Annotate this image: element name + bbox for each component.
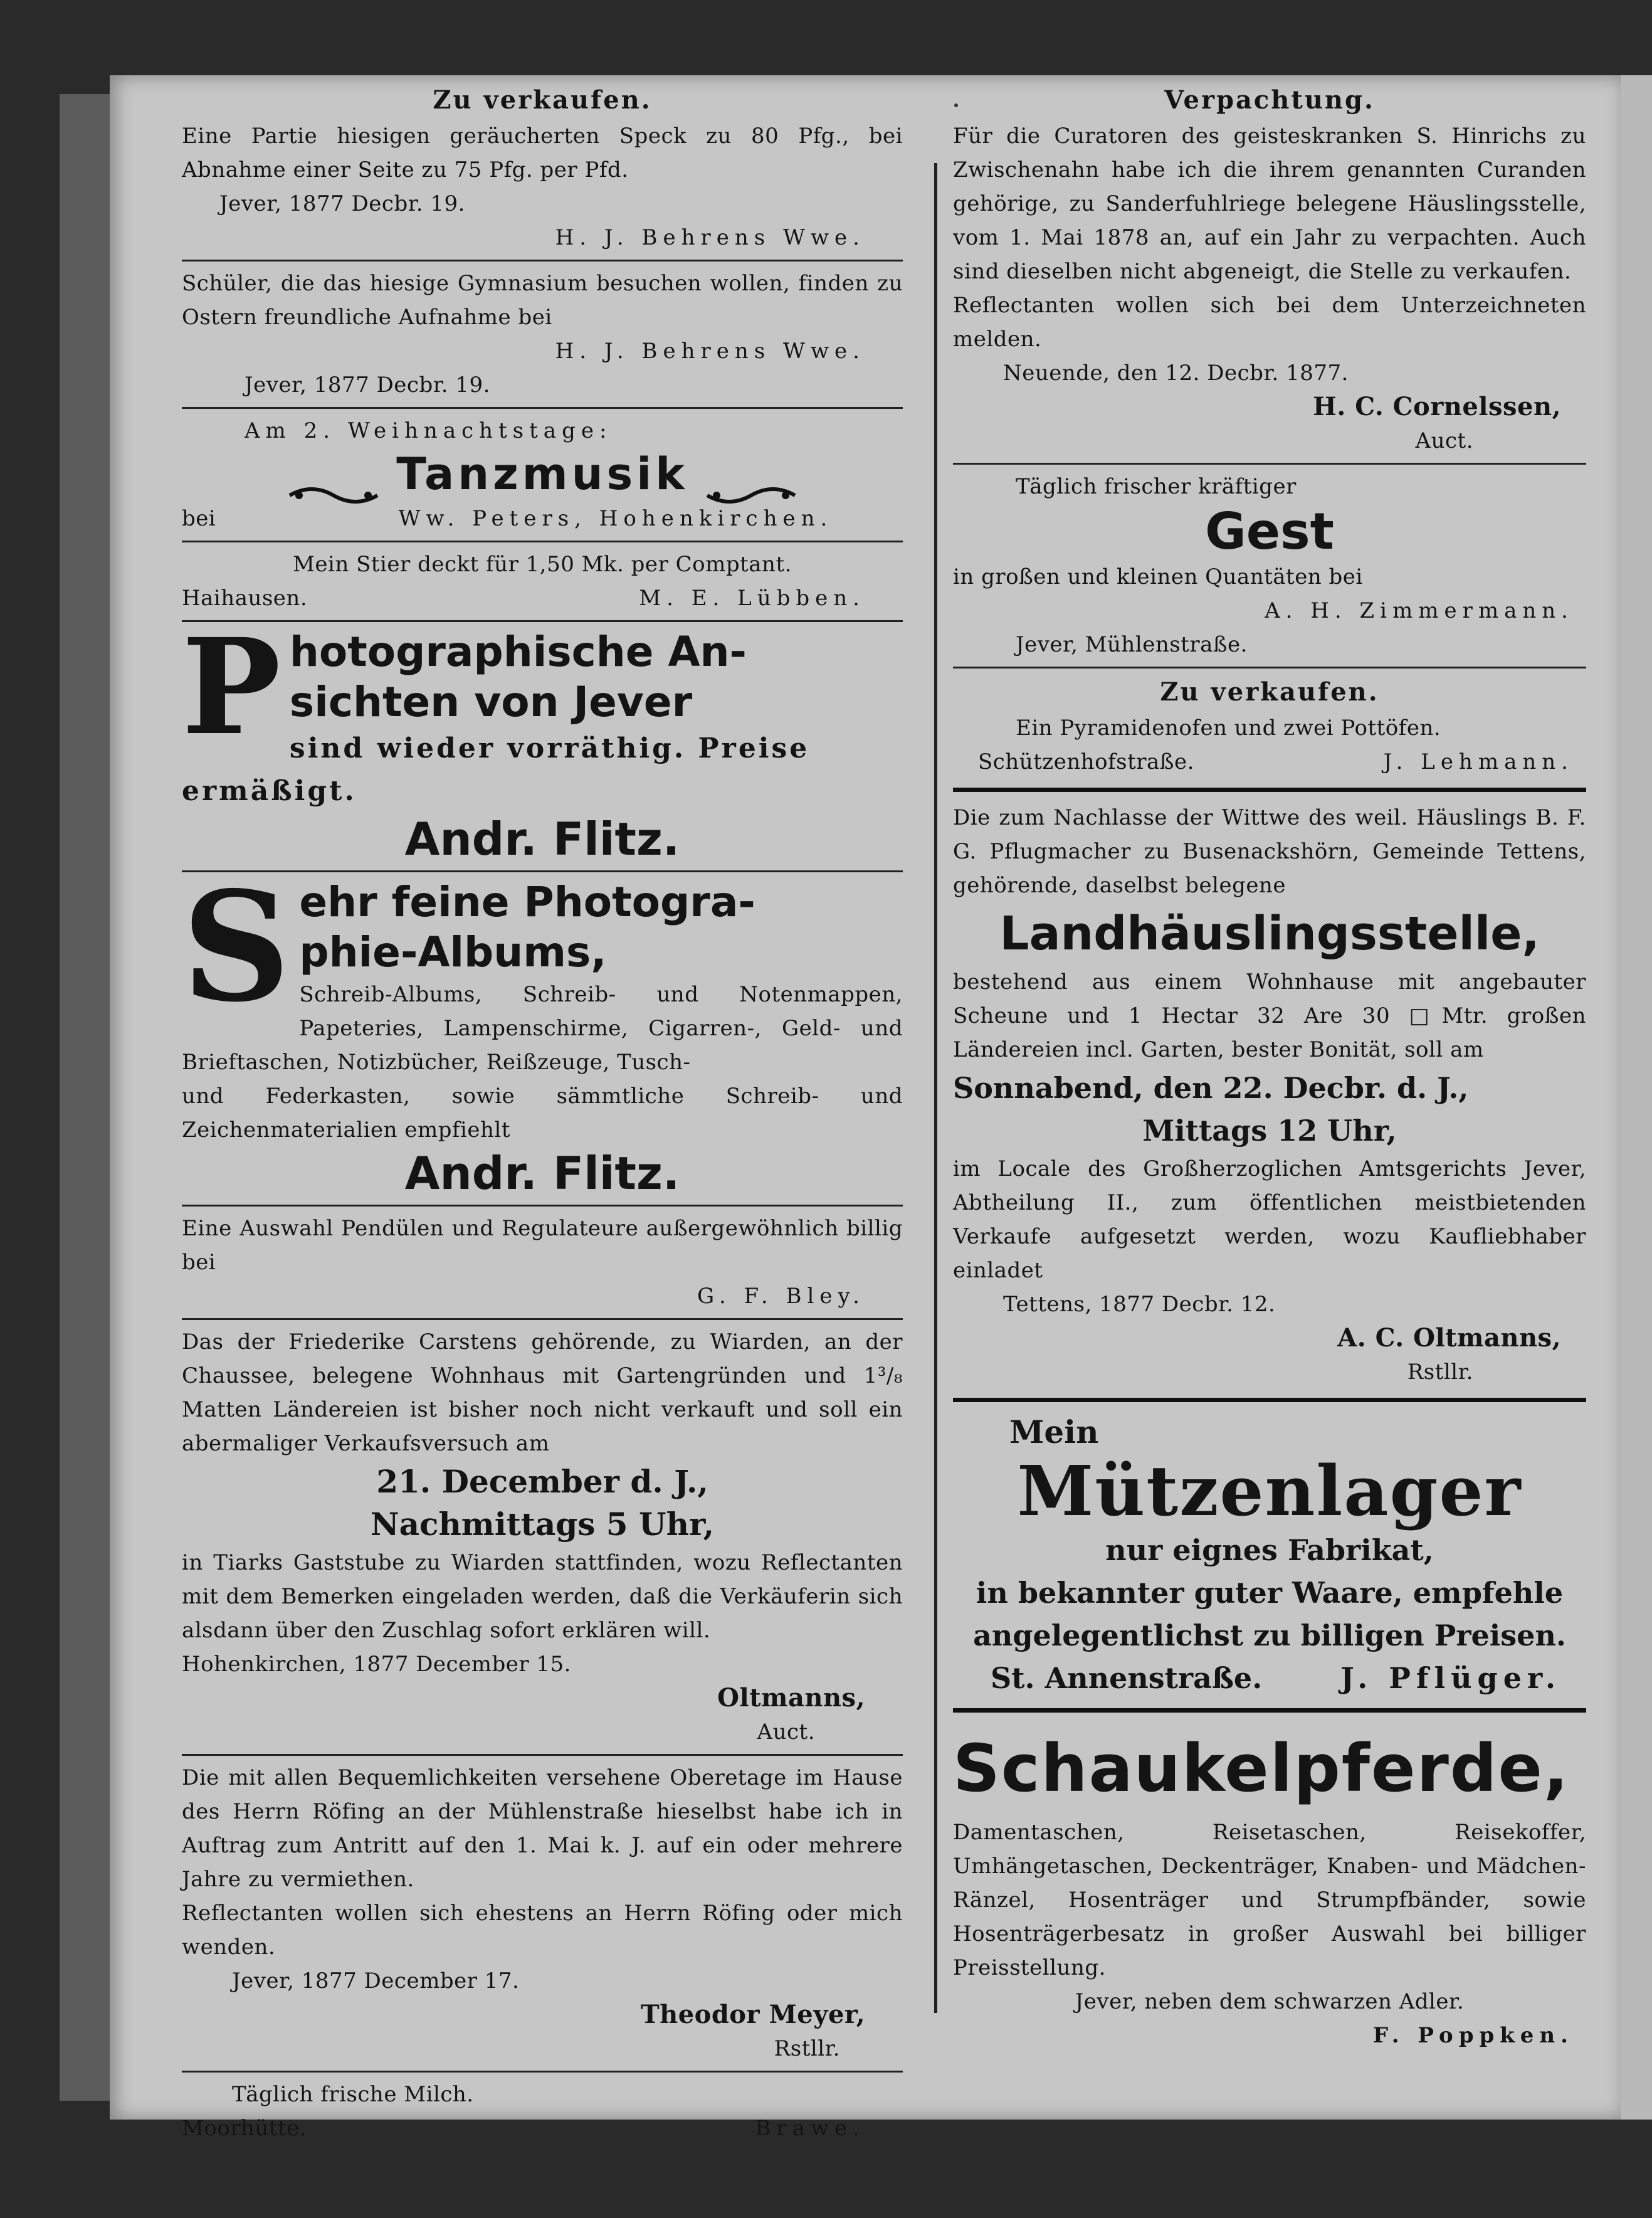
ad-text: bestehend aus einem Wohnhause mit angebauter Scheune und 1 Hectar 32 Are 30 □Mtr. großen Ländereien incl. Garten, bester Bonität, soll am xyxy=(953,969,1586,1062)
ad-title: Mützenlager xyxy=(1017,1450,1522,1531)
ad-speck xyxy=(182,82,903,255)
divider xyxy=(953,667,1586,668)
ad-footer xyxy=(953,1657,1586,1699)
ad-photographie-albums xyxy=(182,858,903,1200)
ad-footer xyxy=(182,581,903,615)
ad-photographische xyxy=(182,610,903,865)
ad-ofen xyxy=(953,673,1586,779)
ad-tanzmusik xyxy=(182,414,903,536)
ad-date: 21. December d. J., xyxy=(376,1463,708,1500)
ad-signature: Brawe. xyxy=(755,2116,865,2141)
ad-line: St. Annenstraße. xyxy=(991,1661,1263,1695)
ad-time: Nachmittags 5 Uhr, xyxy=(370,1506,715,1543)
ad-heading: Zu verkaufen. xyxy=(433,85,652,115)
ad-signature: G. F. Bley. xyxy=(697,1284,865,1309)
divider xyxy=(182,2071,903,2073)
ad-pendulen xyxy=(182,1212,903,1313)
ad-line: angelegentlichst zu billigen Preisen. xyxy=(973,1619,1566,1652)
ad-place-date: Jever, 1877 Decbr. 19. xyxy=(245,372,490,398)
ad-role: Auct. xyxy=(757,1719,815,1745)
ad-text: in großen und kleinen Quantäten bei xyxy=(953,564,1363,589)
divider xyxy=(953,1708,1586,1713)
ad-dropcap: P xyxy=(182,610,281,764)
ad-text: in Tiarks Gaststube zu Wiarden stattfinden, wozu Reflectanten mit dem Bemerken eingeladen werden, daß die Verkäuferin sich alsdann über den Zuschlag sofort erklären will. xyxy=(182,1550,903,1643)
ad-text: Das der Friederike Carstens gehörende, zu Wiarden, an der Chaussee, belegene Wohnhaus mit Gartengründen und 1³/₈ Matten Ländereien ist bisher noch nicht verkauft und soll ein abermaliger Verkaufsversuch am xyxy=(182,1329,903,1456)
ad-place: Schützenhofstraße. xyxy=(978,749,1194,774)
ad-line: in bekannter guter Waare, empfehle xyxy=(976,1576,1564,1610)
ad-text: und Federkasten, sowie sämmtliche Schreib- und Zeichenmaterialien empfiehlt xyxy=(182,1084,903,1143)
divider xyxy=(182,407,903,409)
ad-signature: A. H. Zimmermann. xyxy=(1265,598,1574,623)
ad-heading: Zu verkaufen. xyxy=(1160,677,1379,707)
ad-landhauslingsstelle xyxy=(953,801,1586,1389)
divider xyxy=(182,1754,903,1756)
ad-place-date: Neuende, den 12. Decbr. 1877. xyxy=(1003,361,1349,386)
ad-role: Auct. xyxy=(1415,428,1473,453)
divider xyxy=(953,1398,1586,1402)
ad-text: Eine Partie hiesigen geräucherten Speck zu 80 Pfg., bei Abnahme einer Seite zu 75 Pfg. per Pfd. xyxy=(182,124,903,182)
ad-bei: bei xyxy=(182,506,216,531)
ad-dropcap: S xyxy=(182,858,291,1035)
divider xyxy=(953,463,1586,465)
ad-pension xyxy=(182,267,903,402)
left-column xyxy=(182,82,903,2145)
ad-signature: Oltmanns, xyxy=(717,1683,865,1713)
ad-verpachtung xyxy=(953,82,1586,458)
divider xyxy=(182,260,903,261)
ad-signature: A. C. Oltmanns, xyxy=(1337,1323,1561,1353)
ad-text: Schüler, die das hiesige Gymnasium besuchen wollen, finden zu Ostern freundliche Aufnahme bei xyxy=(182,271,903,330)
ad-stier xyxy=(182,547,903,615)
ad-text: Täglich frische Milch. xyxy=(232,2082,474,2107)
ad-line: ermäßigt. xyxy=(182,775,357,807)
ad-line: sind wieder vorräthig. Preise xyxy=(289,732,810,764)
ad-title: Gest xyxy=(1205,502,1334,561)
ad-text: Für die Curatoren des geisteskranken S. Hinrichs zu Zwischenahn habe ich die ihrem genannten Curanden gehörige, zu Sanderfuhlriege belegene Häuslingsstelle, vom 1. Mai 1878 an, auf ein Jahr zu verpachten. Auch sind dieselben nicht abgeneigt, die Stelle zu verkaufen. xyxy=(953,124,1586,284)
ad-line: Mein xyxy=(1009,1413,1099,1450)
ad-line: sichten von Jever xyxy=(289,678,693,726)
ad-place: Haihausen. xyxy=(182,586,308,611)
ad-signature: M. E. Lübben. xyxy=(639,586,865,611)
ad-text: Die mit allen Bequemlichkeiten versehene Oberetage im Hause des Herrn Röfing an der Mühlenstraße hieselbst habe ich in Auftrag zum Antritt auf den 1. Mai k. J. auf ein oder mehrere Jahre zu vermiethen. xyxy=(182,1765,903,1892)
divider xyxy=(182,541,903,542)
ad-time: Mittags 12 Uhr, xyxy=(1142,1114,1397,1148)
divider xyxy=(953,788,1586,792)
ornament-right-icon xyxy=(704,478,798,495)
ad-signature: J. Pflüger. xyxy=(1340,1661,1561,1695)
ad-date: Sonnabend, den 22. Decbr. d. J., xyxy=(953,1071,1469,1105)
ad-line: ehr feine Photogra- xyxy=(299,878,755,926)
ad-text: Damentaschen, Reisetaschen, Reisekoffer, Umhängetaschen, Deckenträger, Knaben- und Mädchen-Ränzel, Hosenträger und Strumpfbänder, sowie Hosenträgerbesatz in großer Auswahl bei billiger Preisstellung. xyxy=(953,1820,1586,1980)
ad-signature: Andr. Flitz. xyxy=(404,813,680,865)
ad-line: nur eignes Fabrikat, xyxy=(1105,1533,1434,1567)
ad-text: Die zum Nachlasse der Wittwe des weil. Häuslings B. F. G. Pflugmacher zu Busenackshörn, Gemeinde Tettens, gehörende, daselbst belegene xyxy=(953,805,1586,898)
ad-signature: H. J. Behrens Wwe. xyxy=(555,339,865,364)
ornament-left-icon xyxy=(287,478,381,495)
ad-title: Tanzmusik xyxy=(396,448,688,500)
ad-signature: J. Lehmann. xyxy=(1383,749,1574,774)
divider xyxy=(182,1205,903,1207)
ad-wohnhaus-wiarden xyxy=(182,1325,903,1749)
divider xyxy=(182,1318,903,1320)
ad-role: Rstllr. xyxy=(1407,1360,1473,1385)
column-divider xyxy=(934,163,937,2013)
ad-title-row xyxy=(182,448,903,502)
ad-signature: H. C. Cornelssen, xyxy=(1313,392,1561,421)
ad-heading: Verpachtung. xyxy=(1164,85,1375,115)
ad-text: Eine Auswahl Pendülen und Regulateure außergewöhnlich billig bei xyxy=(182,1216,903,1275)
ad-signature: H. J. Behrens Wwe. xyxy=(555,225,865,250)
ad-title: Landhäuslingsstelle, xyxy=(999,907,1540,961)
ad-signature: F. Poppken. xyxy=(1372,2023,1574,2048)
ad-gest xyxy=(953,470,1586,662)
ad-text: Reflectanten wollen sich bei dem Unterzeichneten melden. xyxy=(953,293,1586,352)
ad-place: Jever, neben dem schwarzen Adler. xyxy=(1075,1989,1465,2014)
ad-line: hotographische An- xyxy=(289,628,747,676)
ad-footer xyxy=(953,745,1586,779)
divider xyxy=(182,620,903,622)
ad-milch xyxy=(182,2078,903,2145)
ad-signature: Andr. Flitz. xyxy=(404,1147,680,1200)
ad-text: im Locale des Großherzoglichen Amtsgerichts Jever, Abtheilung II., zum öffentlichen meistbietenden Verkaufe aufgesetzt werden, wozu Kaufliebhaber einladet xyxy=(953,1156,1586,1283)
ad-host: Ww. Peters, Hohenkirchen. xyxy=(398,506,833,531)
ad-signature: Theodor Meyer, xyxy=(640,2000,865,2029)
right-column xyxy=(953,82,1586,2052)
ad-text: Ein Pyramidenofen und zwei Pottöfen. xyxy=(1016,716,1441,741)
ad-footer xyxy=(182,2111,903,2145)
ad-place-date: Tettens, 1877 Decbr. 12. xyxy=(1003,1292,1276,1317)
ad-text: Schreib-Albums, Schreib- und Notenmappen, Papeteries, Lampenschirme, Cigarren-, Geld- und Brieftaschen, Notizbücher, Reißzeuge, Tusch- xyxy=(182,982,903,1075)
ad-text: Mein Stier deckt für 1,50 Mk. per Comptant. xyxy=(293,552,792,577)
ad-place: Jever, Mühlenstraße. xyxy=(1016,632,1248,657)
ad-place-date: Hohenkirchen, 1877 December 15. xyxy=(182,1652,571,1677)
next-page-edge xyxy=(1621,75,1652,2120)
ad-line: phie-Albums, xyxy=(299,928,607,976)
ad-text: Reflectanten wollen sich ehestens an Herrn Röfing oder mich wenden. xyxy=(182,1901,903,1960)
ad-place: Moorhütte. xyxy=(182,2116,307,2141)
ad-line: Täglich frischer kräftiger xyxy=(1016,474,1297,499)
ad-title: Schaukelpferde, xyxy=(953,1730,1570,1807)
ad-place-date: Jever, 1877 December 17. xyxy=(232,1968,520,1994)
ad-place-date: Jever, 1877 Decbr. 19. xyxy=(219,191,465,216)
ad-mutzenlager xyxy=(953,1411,1586,1699)
ad-role: Rstllr. xyxy=(774,2036,840,2061)
ad-oberetage xyxy=(182,1761,903,2066)
ad-schaukelpferde xyxy=(953,1721,1586,2052)
ad-line: Am 2. Weihnachtstage: xyxy=(245,418,613,443)
